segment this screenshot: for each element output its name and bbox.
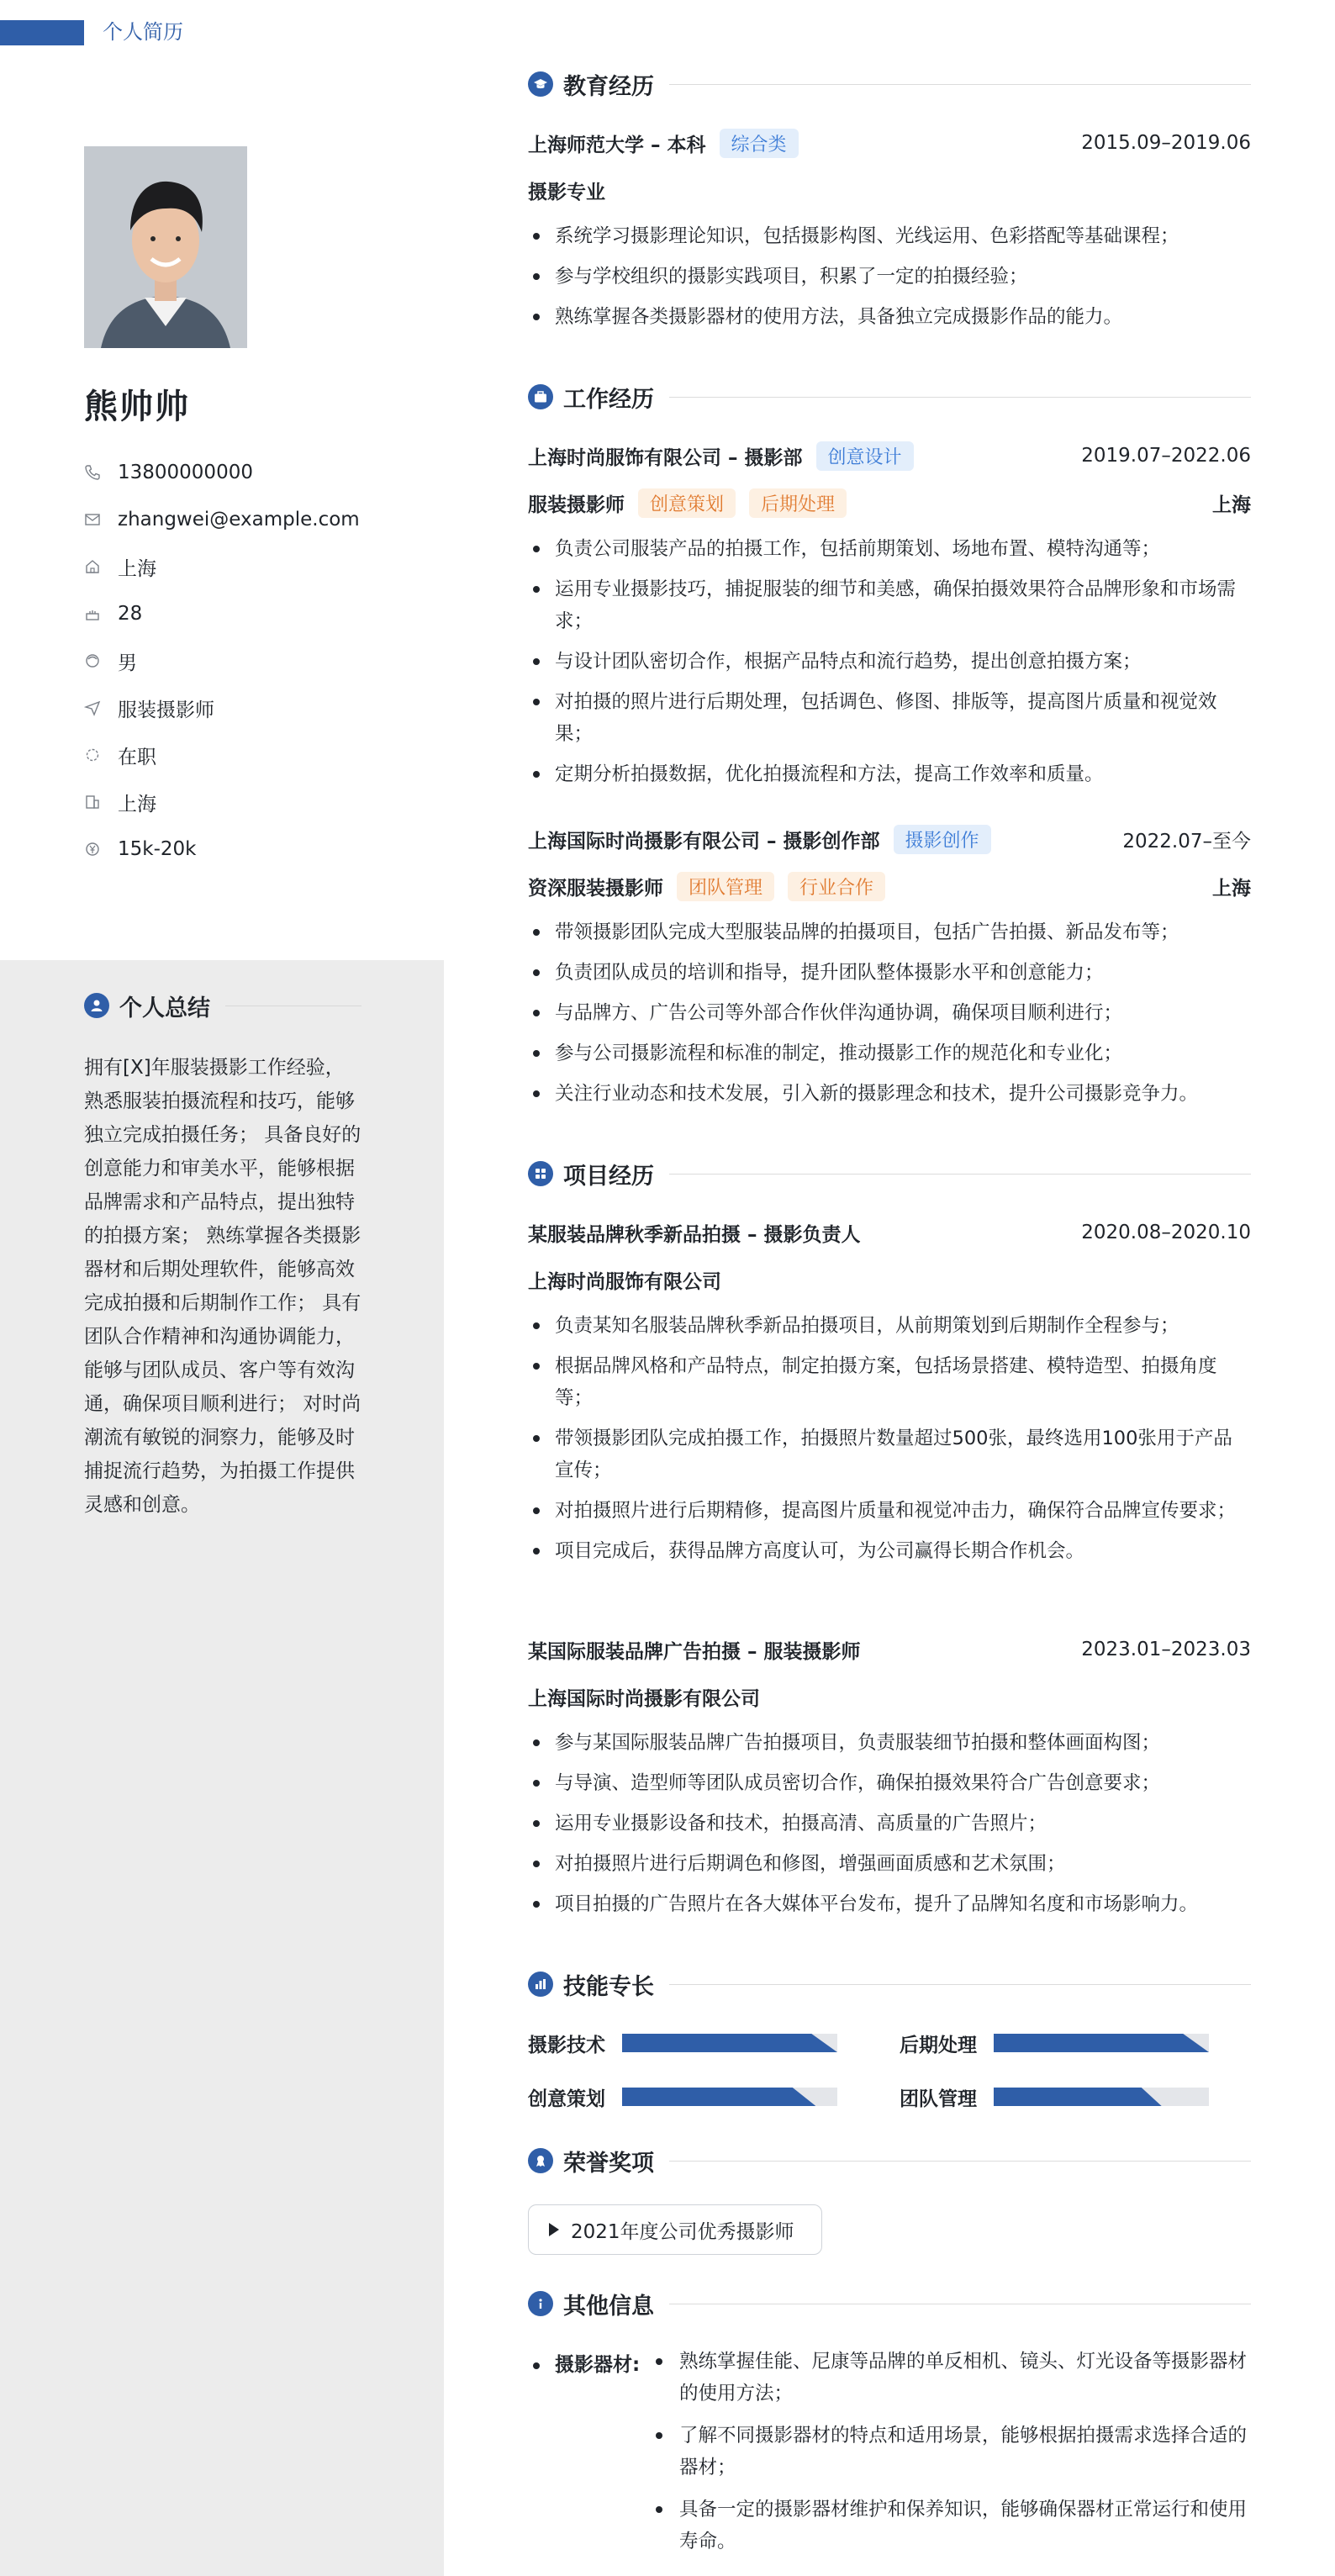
list-item: 对拍摄照片进行后期调色和修图，增强画面质感和艺术氛围；: [528, 1848, 1251, 1880]
work-location: 上海: [1212, 877, 1251, 900]
work-row: [528, 441, 1251, 471]
play-icon: [549, 2223, 559, 2236]
briefcase-icon: [528, 384, 553, 409]
other-heading: [528, 2287, 1251, 2320]
work-title: 工作经历: [563, 386, 654, 413]
list-item: 系统学习摄影理论知识，包括摄影构图、光线运用、色彩搭配等基础课程；: [528, 220, 1251, 252]
skill-bar: [622, 2088, 837, 2106]
skill-fill: [622, 2034, 837, 2052]
role-tag: 创意策划: [638, 488, 736, 518]
list-item: 熟练掌握各类摄影器材的使用方法，具备独立完成摄影作品的能力。: [528, 301, 1251, 333]
role-tag: 行业合作: [788, 872, 885, 901]
section-divider: [669, 1984, 1251, 1985]
info-salary: [84, 826, 404, 873]
salary-value: 15k-20k: [118, 838, 197, 860]
list-item: 熟练掌握佳能、尼康等品牌的单反相机、镜头、灯光设备等摄影器材的使用方法；: [652, 2346, 1251, 2410]
other-list: [652, 2346, 1251, 2568]
project-row: [528, 1217, 1251, 1248]
company-name: 上海国际时尚摄影有限公司 – 摄影创作部: [528, 830, 880, 853]
info-email: [84, 496, 404, 543]
list-item: 项目拍摄的广告照片在各大媒体平台发布，提升了品牌知名度和市场影响力。: [528, 1888, 1251, 1920]
city-value: 上海: [118, 557, 156, 580]
skill-name: 摄影技术: [528, 2034, 605, 2056]
graduation-cap-icon: [528, 71, 553, 97]
info-target-city: [84, 779, 404, 826]
list-item: 具备一定的摄影器材维护和保养知识，能够确保器材正常运行和使用寿命。: [652, 2494, 1251, 2558]
major-row: [528, 175, 1251, 205]
work-date: 2019.07–2022.06: [1081, 445, 1251, 467]
list-item: 与设计团队密切合作，根据产品特点和流行趋势，提出创意拍摄方案；: [528, 646, 1251, 678]
skill-item: [900, 2028, 1209, 2058]
summary-title: 个人总结: [119, 995, 210, 1021]
page-title: 个人简历: [103, 20, 183, 44]
project-heading: [528, 1157, 1251, 1190]
skill-item: [900, 2082, 1209, 2112]
work-location: 上海: [1212, 494, 1251, 516]
award-icon: [528, 2148, 553, 2173]
award-item: [528, 2204, 822, 2255]
project-date: 2023.01–2023.03: [1081, 1639, 1251, 1660]
position-value: 服装摄影师: [118, 699, 214, 721]
other-label: 摄影器材:: [555, 2354, 641, 2376]
info-city: [84, 543, 404, 590]
list-item: 项目完成后，获得品牌方高度认可，为公司赢得长期合作机会。: [528, 1535, 1251, 1567]
list-item: 参与学校组织的摄影实践项目，积累了一定的拍摄经验；: [528, 261, 1251, 293]
summary-heading: [84, 989, 361, 1022]
target-city-value: 上海: [118, 793, 156, 816]
education-bullets: [528, 220, 1251, 341]
work-heading: [528, 380, 1251, 414]
list-item: 与品牌方、广告公司等外部合作伙伴沟通协调，确保项目顺利进行；: [528, 997, 1251, 1029]
list-item: 了解不同摄影器材的特点和适用场景，能够根据拍摄需求选择合适的器材；: [652, 2420, 1251, 2484]
mail-icon: [84, 509, 118, 530]
list-item: 定期分析拍摄数据，优化拍摄流程和方法，提高工作效率和质量。: [528, 758, 1251, 790]
section-divider: [669, 84, 1251, 85]
list-item: 参与公司摄影流程和标准的制定，推动摄影工作的规范化和专业化；: [528, 1037, 1251, 1069]
project-company-row: [528, 1681, 1251, 1712]
skill-fill: [622, 2088, 815, 2106]
list-item: 关注行业动态和技术发展，引入新的摄影理念和技术，提升公司摄影竞争力。: [528, 1078, 1251, 1110]
header-accent-bar: [0, 20, 84, 45]
list-item: 对拍摄照片进行后期精修，提高图片质量和视觉冲击力，确保符合品牌宣传要求；: [528, 1495, 1251, 1527]
skill-bar: [994, 2088, 1209, 2106]
project-title: 项目经历: [563, 1163, 654, 1190]
bar-chart-icon: [528, 1972, 553, 1997]
role-row: [528, 871, 1251, 901]
work-bullets: [528, 533, 1251, 799]
honors-title: 荣誉奖项: [563, 2150, 654, 2177]
info-age: [84, 590, 404, 637]
company-tag: 创意设计: [816, 441, 914, 471]
status-value: 在职: [118, 746, 156, 768]
list-item: 运用专业摄影设备和技术，拍摄高清、高质量的广告照片；: [528, 1808, 1251, 1840]
honors-heading: [528, 2144, 1251, 2177]
status-icon: [84, 745, 118, 765]
education-date: 2015.09–2019.06: [1081, 132, 1251, 154]
home-icon: [84, 557, 118, 577]
project-company: 上海国际时尚摄影有限公司: [528, 1687, 760, 1710]
school-name: 上海师范大学 – 本科: [528, 134, 706, 156]
education-heading: [528, 67, 1251, 101]
gender-value: 男: [118, 652, 137, 674]
skills-heading: [528, 1967, 1251, 2001]
project-date: 2020.08–2020.10: [1081, 1222, 1251, 1243]
info-position: [84, 684, 404, 731]
project-bullets: [528, 1727, 1251, 1929]
section-divider: [669, 2161, 1251, 2162]
skills-title: 技能专长: [563, 1973, 654, 2000]
work-bullets: [528, 916, 1251, 1118]
work-date: 2022.07–至今: [1122, 830, 1251, 853]
list-item: 负责某知名服装品牌秋季新品拍摄项目，从前期策划到后期制作全程参与；: [528, 1310, 1251, 1342]
list-item: 运用专业摄影技巧，捕捉服装的细节和美感，确保拍摄效果符合品牌形象和市场需求；: [528, 573, 1251, 637]
school-tag: 综合类: [720, 129, 799, 158]
education-row: [528, 128, 1251, 158]
list-item: 负责公司服装产品的拍摄工作，包括前期策划、场地布置、模特沟通等；: [528, 533, 1251, 565]
cake-icon: [84, 604, 118, 624]
skill-item: [528, 2082, 837, 2112]
section-divider: [669, 1174, 1251, 1175]
role-tag: 团队管理: [677, 872, 774, 901]
project-company: 上海时尚服饰有限公司: [528, 1270, 721, 1293]
email-value: zhangwei@example.com: [118, 509, 360, 531]
role-row: [528, 488, 1251, 518]
candidate-name: 熊帅帅: [84, 388, 190, 426]
send-icon: [84, 698, 118, 718]
bullet-dot: [533, 2362, 540, 2369]
skill-name: 团队管理: [900, 2088, 977, 2110]
other-title: 其他信息: [563, 2293, 654, 2320]
skill-name: 创意策划: [528, 2088, 605, 2110]
info-icon: [528, 2291, 553, 2316]
skill-fill: [994, 2034, 1209, 2052]
skill-name: 后期处理: [900, 2034, 977, 2056]
grid-icon: [528, 1161, 553, 1186]
skill-bar: [994, 2034, 1209, 2052]
company-tag: 摄影创作: [894, 825, 991, 854]
building-icon: [84, 792, 118, 812]
project-name: 某国际服装品牌广告拍摄 – 服装摄影师: [528, 1640, 861, 1663]
role-tag: 后期处理: [749, 488, 847, 518]
phone-value: 13800000000: [118, 462, 253, 483]
project-name: 某服装品牌秋季新品拍摄 – 摄影负责人: [528, 1223, 861, 1246]
list-item: 参与某国际服装品牌广告拍摄项目，负责服装细节拍摄和整体画面构图；: [528, 1727, 1251, 1759]
avatar: [84, 146, 247, 348]
skill-bar: [622, 2034, 837, 2052]
salary-icon: [84, 839, 118, 859]
info-status: [84, 731, 404, 779]
list-item: 带领摄影团队完成大型服装品牌的拍摄项目，包括广告拍摄、新品发布等；: [528, 916, 1251, 948]
list-item: 对拍摄的照片进行后期处理，包括调色、修图、排版等，提高图片质量和视觉效果；: [528, 686, 1251, 750]
role-name: 服装摄影师: [528, 494, 625, 516]
phone-icon: [84, 462, 118, 483]
section-divider: [669, 397, 1251, 398]
list-item: 带领摄影团队完成拍摄工作，拍摄照片数量超过500张，最终选用100张用于产品宣传；: [528, 1423, 1251, 1486]
age-value: 28: [118, 603, 143, 625]
award-text: 2021年度公司优秀摄影师: [571, 2220, 794, 2243]
project-bullets: [528, 1310, 1251, 1576]
project-company-row: [528, 1264, 1251, 1295]
list-item: 负责团队成员的培训和指导，提升团队整体摄影水平和创意能力；: [528, 957, 1251, 989]
project-row: [528, 1634, 1251, 1665]
user-icon: [84, 993, 109, 1018]
education-title: 教育经历: [563, 73, 654, 100]
gender-icon: [84, 651, 118, 671]
info-phone: [84, 449, 404, 496]
list-item: 与导演、造型师等团队成员密切合作，确保拍摄效果符合广告创意要求；: [528, 1767, 1251, 1799]
role-name: 资深服装摄影师: [528, 877, 663, 900]
company-name: 上海时尚服饰有限公司 – 摄影部: [528, 446, 803, 469]
skill-fill: [994, 2088, 1162, 2106]
skill-item: [528, 2028, 837, 2058]
summary-text: 拥有[X]年服装摄影工作经验，熟悉服装拍摄流程和技巧，能够独立完成拍摄任务； 具备良好的创意能力和审美水平，能够根据品牌需求和产品特点，提出独特的拍摄方案； 熟练掌握各类摄影器材和后期处理软件，能够高效完成拍摄和后期制作工作； 具有团队合作精神和沟通协调能力，能够与团队成员、客户等有效沟通，确保项目顺利进行； 对时尚潮流有敏锐的洞察力，能够及时捕捉流行趋势，为拍摄工作提供灵感和创意。: [84, 1057, 361, 1516]
info-gender: [84, 637, 404, 684]
work-row: [528, 824, 1251, 854]
contact-info-list: [84, 449, 404, 873]
major: 摄影专业: [528, 181, 605, 203]
list-item: 根据品牌风格和产品特点，制定拍摄方案，包括场景搭建、模特造型、拍摄角度等；: [528, 1350, 1251, 1414]
